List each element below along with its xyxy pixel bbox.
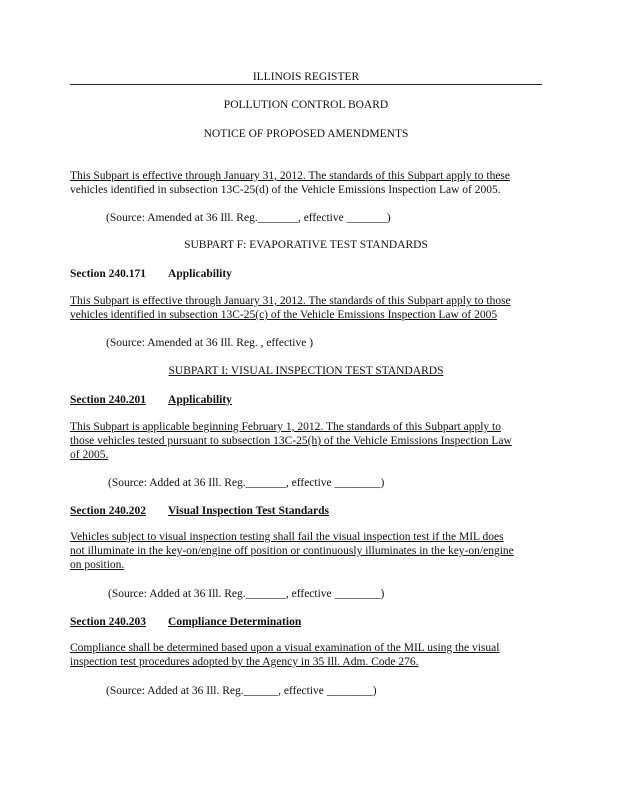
paragraph-line: on position. bbox=[70, 559, 125, 571]
section-240-201-paragraph bbox=[70, 420, 542, 462]
register-header: ILLINOIS REGISTER bbox=[252, 71, 360, 83]
paragraph-line: This Subpart is effective through January 31, 2012. The standards of this Subpart apply to these bbox=[70, 170, 511, 182]
section-240-171-heading bbox=[70, 267, 232, 281]
section-240-201-heading bbox=[70, 393, 232, 407]
source-note: (Source: Added at 36 Ill. Reg._______, effective ________) bbox=[108, 477, 385, 489]
paragraph-line: not illuminate in the key-on/engine off position or continuously illuminates in the key-on/engine bbox=[70, 545, 514, 557]
section-name: Applicability bbox=[168, 268, 232, 280]
notice-title: NOTICE OF PROPOSED AMENDMENTS bbox=[203, 128, 409, 140]
section-number: Section 240.202 bbox=[70, 505, 147, 517]
section-number: Section 240.203 bbox=[70, 616, 147, 628]
section-240-203-heading bbox=[70, 615, 301, 629]
section-240-203-paragraph bbox=[70, 641, 542, 669]
section-name: Applicability bbox=[168, 394, 232, 406]
section-240-202-heading bbox=[70, 504, 329, 518]
paragraph-line: Vehicles subject to visual inspection testing shall fail the visual inspection test if the MIL does bbox=[70, 531, 504, 543]
section-number: Section 240.201 bbox=[70, 394, 147, 406]
subpart-i-title: SUBPART I: VISUAL INSPECTION TEST STANDARDS bbox=[168, 365, 444, 377]
header-rule bbox=[70, 84, 542, 85]
section-name: Compliance Determination bbox=[168, 616, 302, 628]
section-240-202-paragraph bbox=[70, 530, 542, 572]
source-note: (Source: Amended at 36 Ill. Reg. , effective ) bbox=[106, 337, 314, 349]
source-note: (Source: Amended at 36 Ill. Reg._______, effective _______) bbox=[106, 212, 391, 224]
agency-title: POLLUTION CONTROL BOARD bbox=[223, 99, 389, 111]
subpart-f-title: SUBPART F: EVAPORATIVE TEST STANDARDS bbox=[184, 239, 428, 251]
paragraph-line: This Subpart is applicable beginning February 1, 2012. The standards of this Subpart apply to bbox=[70, 421, 501, 433]
subpart-e-paragraph bbox=[70, 169, 542, 197]
source-note: (Source: Added at 36 Ill. Reg._______, effective ________) bbox=[108, 588, 385, 600]
paragraph-line: vehicles identified in subsection 13C-25(c) of the Vehicle Emissions Inspection Law of 2005 bbox=[70, 309, 498, 321]
source-note: (Source: Added at 36 Ill. Reg.______, effective ________) bbox=[106, 685, 377, 697]
paragraph-line: vehicles identified in subsection 13C-25(d) of the Vehicle Emissions Inspection Law of 2005. bbox=[70, 184, 501, 196]
paragraph-line: inspection test procedures adopted by the Agency in 35 Ill. Adm. Code 276. bbox=[70, 656, 419, 668]
paragraph-line: of 2005. bbox=[70, 449, 109, 461]
section-number: Section 240.171 bbox=[70, 268, 147, 280]
paragraph-line: This Subpart is effective through January 31, 2012. The standards of this Subpart apply to those bbox=[70, 295, 511, 307]
paragraph-line: Compliance shall be determined based upon a visual examination of the MIL using the visual bbox=[70, 642, 500, 654]
section-name: Visual Inspection Test Standards bbox=[168, 505, 329, 517]
paragraph-line: those vehicles tested pursuant to subsection 13C-25(h) of the Vehicle Emissions Inspection Law bbox=[70, 435, 512, 447]
section-240-171-paragraph bbox=[70, 294, 542, 322]
